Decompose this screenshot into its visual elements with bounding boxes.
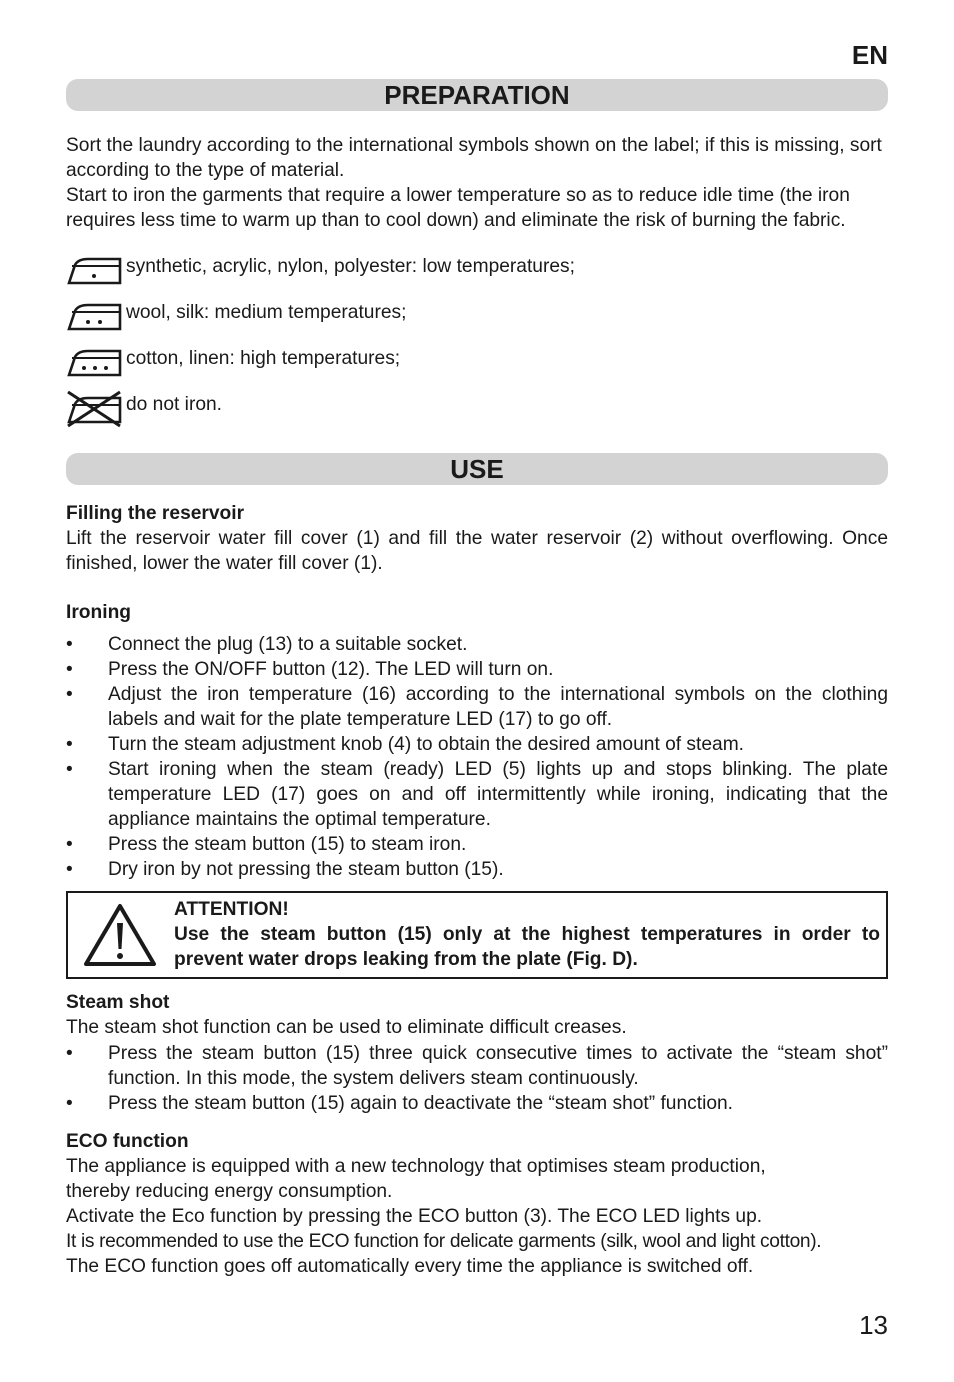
iron-one-dot-icon (66, 250, 122, 286)
symbol-text: synthetic, acrylic, nylon, polyester: low temperatures; (126, 256, 575, 277)
attention-text (174, 897, 880, 972)
list-item-text: Press the ON/OFF button (12). The LED will turn on. (108, 659, 554, 680)
eco-text-3: It is recommended to use the ECO function for delicate garments (silk, wool and light cotton). (66, 1231, 822, 1252)
symbol-text: wool, silk: medium temperatures; (126, 302, 407, 323)
bullet: • (66, 759, 73, 780)
bullet: • (66, 1093, 73, 1114)
preparation-intro-2: Start to iron the garments that require a lower temperature so as to reduce idle time (the iron requires less time to warm up than to cool down) and eliminate the risk of burning the fabric. (66, 185, 850, 231)
section-title-preparation: PREPARATION (66, 79, 888, 111)
list-item (66, 657, 888, 682)
symbol-text: do not iron. (126, 394, 223, 415)
page-number: 13 (859, 1310, 888, 1340)
iron-two-dots-icon (66, 296, 122, 332)
list-item (66, 832, 888, 857)
list-item (66, 732, 888, 757)
eco-text-2: Activate the Eco function by pressing the ECO button (3). The ECO LED lights up. (66, 1206, 763, 1227)
heading-eco-function: ECO function (66, 1131, 189, 1152)
list-item-text: Adjust the iron temperature (16) according to the international symbols on the clothing labels and wait for the plate temperature LED (17) to go off. (108, 684, 888, 730)
iron-three-dots-icon (66, 342, 122, 378)
bullet: • (66, 834, 73, 855)
list-item (66, 1091, 888, 1116)
list-item (66, 757, 888, 832)
do-not-iron-icon (66, 388, 122, 428)
bullet: • (66, 634, 73, 655)
bullet: • (66, 859, 73, 880)
heading-ironing: Ironing (66, 602, 132, 623)
symbol-row-high-temp (66, 342, 888, 382)
steam-shot-list (66, 1041, 888, 1116)
filling-reservoir-text: Lift the reservoir water fill cover (1) and fill the water reservoir (2) without overflowing. Once finished, lower the water fill cover (1). (66, 528, 888, 574)
bullet: • (66, 659, 73, 680)
list-item-text: Press the steam button (15) again to deactivate the “steam shot” function. (108, 1093, 733, 1114)
language-code: EN (851, 40, 888, 70)
preparation-intro-1: Sort the laundry according to the international symbols shown on the label; if this is missing, sort according to the type of material. (66, 135, 882, 181)
eco-text-4: The ECO function goes off automatically every time the appliance is switched off. (66, 1256, 754, 1277)
section-title-use: USE (66, 453, 888, 485)
symbol-text: cotton, linen: high temperatures; (126, 348, 401, 369)
attention-box (66, 891, 888, 979)
bullet: • (66, 734, 73, 755)
symbol-row-low-temp (66, 250, 888, 290)
list-item (66, 632, 888, 657)
list-item-text: Start ironing when the steam (ready) LED (5) lights up and stops blinking. The plate temperature LED (17) goes on and off intermittently while ironing, indicating that the appliance maintains the optimal temperature. (108, 759, 888, 830)
list-item (66, 682, 888, 732)
eco-text-1: The appliance is equipped with a new technology that optimises steam production, thereby reducing energy consumption. (66, 1156, 766, 1202)
list-item-text: Press the steam button (15) three quick consecutive times to activate the “steam shot” function. In this mode, the system delivers steam continuously. (108, 1043, 888, 1089)
symbol-row-medium-temp (66, 296, 888, 336)
warning-triangle-icon (82, 901, 158, 969)
attention-title: ATTENTION! (174, 899, 289, 920)
attention-message: Use the steam button (15) only at the highest temperatures in order to prevent water drops leaking from the plate (Fig. D). (174, 924, 880, 970)
list-item (66, 1041, 888, 1091)
bullet: • (66, 1043, 73, 1064)
steam-shot-text: The steam shot function can be used to eliminate difficult creases. (66, 1017, 627, 1038)
heading-steam-shot: Steam shot (66, 992, 170, 1013)
list-item (66, 857, 888, 882)
bullet: • (66, 684, 73, 705)
ironing-steps-list (66, 632, 888, 882)
list-item-text: Connect the plug (13) to a suitable socket. (108, 634, 468, 655)
heading-filling-reservoir: Filling the reservoir (66, 503, 245, 524)
symbol-row-do-not-iron (66, 388, 888, 428)
list-item-text: Press the steam button (15) to steam iron. (108, 834, 467, 855)
list-item-text: Turn the steam adjustment knob (4) to obtain the desired amount of steam. (108, 734, 745, 755)
list-item-text: Dry iron by not pressing the steam button (15). (108, 859, 504, 880)
